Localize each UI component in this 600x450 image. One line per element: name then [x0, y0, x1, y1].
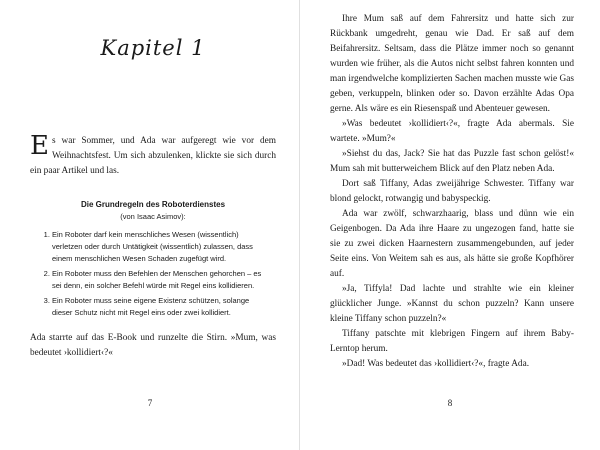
page-number-left: 7 — [147, 398, 153, 408]
body-paragraph: »Ja, Tiffyla! Dad lachte und strahlte wie ein kleiner glücklicher Junge. »Kannst du schon puzzeln? Kann unsere kleine Tiffany schon puzzeln?« — [330, 284, 574, 324]
body-paragraph: Tiffany patschte mit klebrigen Fingern auf ihrem Baby-Lerntop herum. — [330, 329, 574, 354]
right-page — [300, 0, 600, 450]
rules-subtitle: (von Isaac Asimov): — [120, 212, 186, 221]
outro-paragraph: Ada starrte auf das E-Book und runzelte die Stirn. »Mum, was bedeutet ›kollidiert‹?« — [30, 333, 276, 358]
body-paragraph: »Siehst du das, Jack? Sie hat das Puzzle fast schon gelöst!« Mum sah mit butterweichem Blick auf den Platz neben Ada. — [330, 149, 574, 174]
body-paragraph: Ada war zwölf, schwarzhaarig, blass und dünn wie ein Geigenbogen. Da Ada ihre Haare zu ungezogen fand, hatte sie sie zu zwei dicken Haarnestern zusammengebunden, auf jeder Seite eins. Von Weitem sah es aus, als hätte sie große Kopfhörer auf. — [330, 209, 574, 279]
rule-item: 1. Ein Roboter darf kein menschliches Wesen (wissentlich) verletzen oder durch Untätigkeit (wissentlich) zulassen, dass einem menschlichen Wesen Schaden zugefügt wird. — [52, 229, 270, 265]
rules-list — [36, 229, 270, 319]
intro-text: s war Sommer, und Ada war aufgeregt wie vor dem Weihnachtsfest. Um sich abzulenken, klickte sie sich durch ein paar Artikel und las. — [30, 136, 276, 176]
body-paragraph: »Was bedeutet ›kollidiert‹?«, fragte Ada abermals. Sie wartete. »Mum?« — [330, 119, 574, 144]
intro-paragraph — [30, 131, 276, 179]
body-paragraph: »Dad! Was bedeutet das ›kollidiert‹?«, fragte Ada. — [342, 359, 530, 369]
chapter-title: Kapitel 1 — [100, 36, 206, 60]
rules-title: Die Grundregeln des Roboterdienstes — [80, 200, 226, 209]
rule-item: 2. Ein Roboter muss den Befehlen der Menschen gehorchen – es sei denn, ein solcher Befehl würde mit Regel eins kollidieren. — [52, 268, 270, 292]
body-paragraph: Ihre Mum saß auf dem Fahrersitz und hatte sich zur Rückbank umgedreht, genau wie Dad. Er saß auf dem Beifahrersitz. Seltsam, dass die Plätze immer noch so genannt wurden wie früher, als die Autos nicht selbst fahren konnten und man irgendwelche komplizierten Sachen machen musste wie Gas geben, verkuppeln, blinken oder so. Davon erzählte Adas Opa gerne. Als wäre es ein Riesenspaß und Abenteuer gewesen. — [330, 14, 574, 114]
rule-item: 3. Ein Roboter muss seine eigene Existenz schützen, solange dieser Schutz nicht mit Regel eins oder zwei kollidiert. — [52, 295, 270, 319]
page-number-right: 8 — [447, 398, 453, 408]
robot-rules-box — [36, 199, 270, 319]
body-paragraph: Dort saß Tiffany, Adas zweijährige Schwester. Tiffany war blond gelockt, rotwangig und babyspeckig. — [330, 179, 574, 204]
dropcap: E — [30, 131, 49, 161]
